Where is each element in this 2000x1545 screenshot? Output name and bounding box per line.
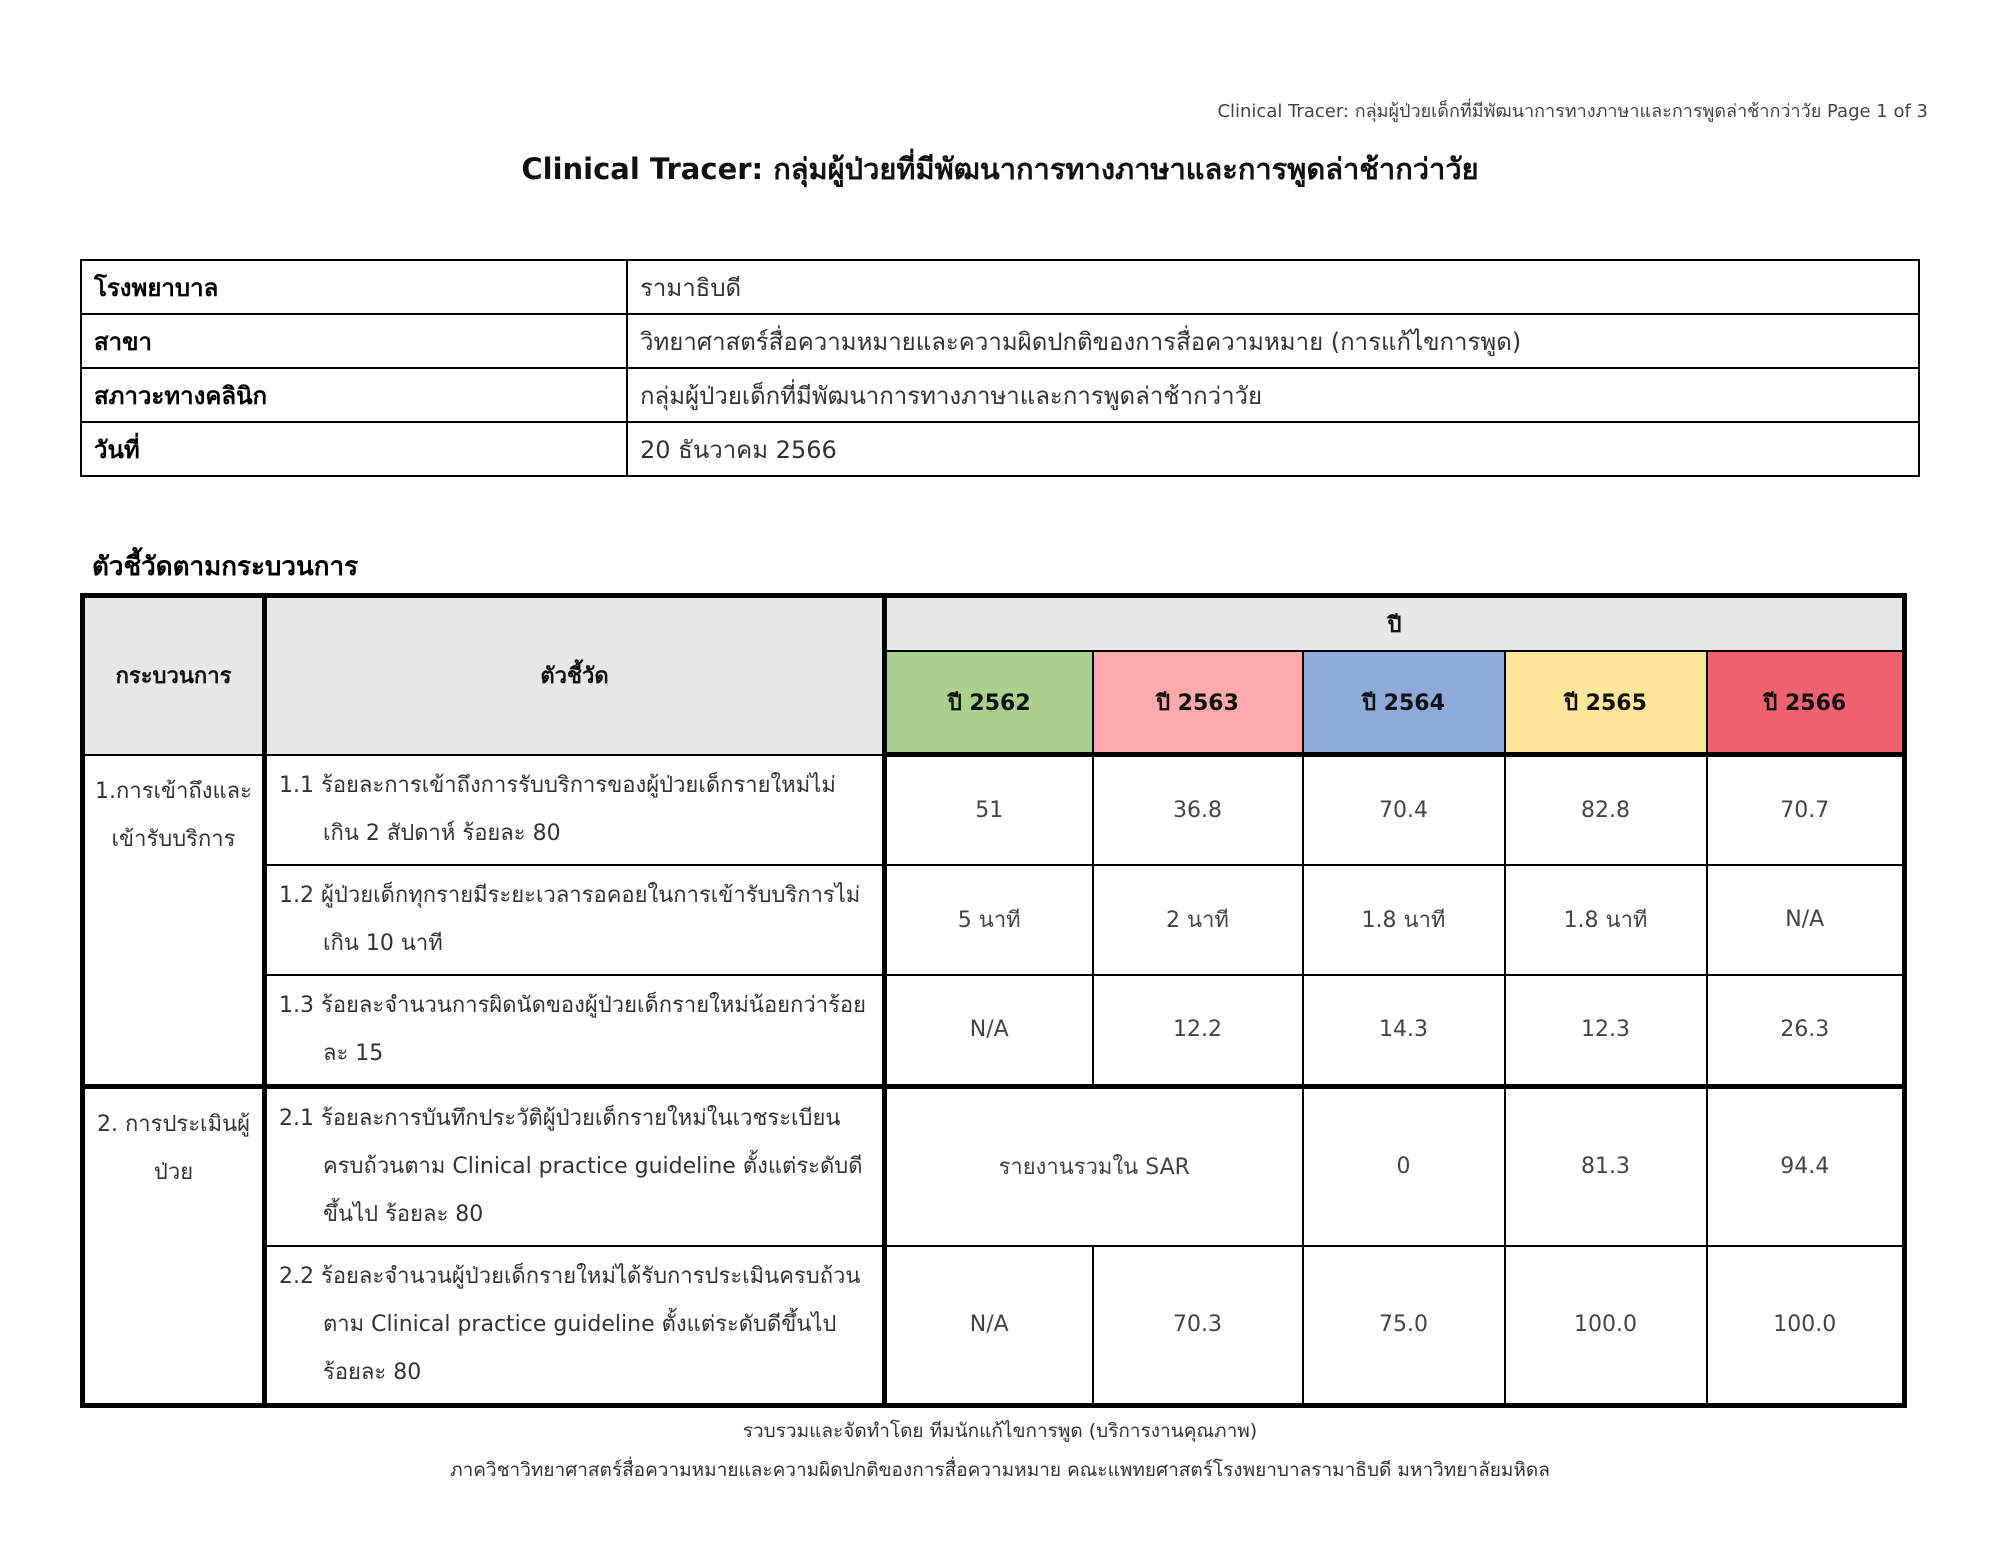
indicator-number: 2.1 — [279, 1105, 314, 1131]
value-cell: N/A — [1707, 865, 1905, 975]
info-value: 20 ธันวาคม 2566 — [627, 422, 1919, 476]
section-title: ตัวชี้วัดตามกระบวนการ — [92, 552, 359, 582]
indicator-cell — [265, 865, 885, 975]
value-cell: 100.0 — [1505, 1246, 1707, 1406]
info-label: สาขา — [81, 314, 627, 368]
table-row — [83, 1246, 1905, 1406]
indicator-text: ร้อยละจำนวนการผิดนัดของผู้ป่วยเด็กรายใหม่น้อยกว่าร้อยละ 15 — [321, 992, 867, 1066]
value-cell: 12.3 — [1505, 975, 1707, 1087]
value-cell: 0 — [1303, 1086, 1505, 1246]
table-row — [83, 865, 1905, 975]
process-cell: 2. การประเมินผู้ป่วย — [83, 1086, 265, 1405]
process-cell: 1.การเข้าถึงและเข้ารับบริการ — [83, 755, 265, 1087]
value-cell: 36.8 — [1093, 755, 1303, 865]
value-cell: 5 นาที — [885, 865, 1093, 975]
info-row-hospital — [81, 260, 1919, 314]
header-year-2565: ปี 2565 — [1505, 651, 1707, 755]
info-label: วันที่ — [81, 422, 627, 476]
info-row-clinical-condition — [81, 368, 1919, 422]
indicator-text: ร้อยละจำนวนผู้ป่วยเด็กรายใหม่ได้รับการประเมินครบถ้วนตาม Clinical practice guideline ตั้งแต่ระดับดีขึ้นไป ร้อยละ 80 — [321, 1263, 861, 1385]
value-cell: 2 นาที — [1093, 865, 1303, 975]
table-row — [83, 755, 1905, 865]
header-year-2564: ปี 2564 — [1303, 651, 1505, 755]
indicator-cell — [265, 1086, 885, 1246]
info-value: รามาธิบดี — [627, 260, 1919, 314]
indicator-number: 2.2 — [279, 1263, 314, 1289]
indicator-cell — [265, 975, 885, 1087]
header-indicator: ตัวชี้วัด — [265, 596, 885, 755]
indicator-text: ผู้ป่วยเด็กทุกรายมีระยะเวลารอคอยในการเข้ารับบริการไม่เกิน 10 นาที — [321, 882, 861, 956]
value-cell: 1.8 นาที — [1303, 865, 1505, 975]
table-row — [83, 975, 1905, 1087]
header-process: กระบวนการ — [83, 596, 265, 755]
document-title: Clinical Tracer: กลุ่มผู้ป่วยที่มีพัฒนาการทางภาษาและการพูดล่าช้ากว่าวัย — [521, 152, 1479, 186]
header-year-2562: ปี 2562 — [885, 651, 1093, 755]
value-cell: 100.0 — [1707, 1246, 1905, 1406]
value-cell: 14.3 — [1303, 975, 1505, 1087]
indicator-number: 1.3 — [279, 992, 314, 1018]
header-year-group: ปี — [885, 596, 1905, 652]
indicator-table — [80, 593, 1907, 1408]
info-label: สภาวะทางคลินิก — [81, 368, 627, 422]
value-cell: 70.3 — [1093, 1246, 1303, 1406]
value-cell: 70.4 — [1303, 755, 1505, 865]
hospital-info-table — [80, 259, 1920, 477]
info-value: กลุ่มผู้ป่วยเด็กที่มีพัฒนาการทางภาษาและการพูดล่าช้ากว่าวัย — [627, 368, 1919, 422]
indicator-text: ร้อยละการเข้าถึงการรับบริการของผู้ป่วยเด็กรายใหม่ไม่เกิน 2 สัปดาห์ ร้อยละ 80 — [321, 772, 836, 846]
running-header: Clinical Tracer: กลุ่มผู้ป่วยเด็กที่มีพัฒนาการทางภาษาและการพูดล่าช้ากว่าวัย Page 1 of 3 — [1217, 101, 1928, 122]
value-cell: 81.3 — [1505, 1086, 1707, 1246]
header-year-2563: ปี 2563 — [1093, 651, 1303, 755]
value-cell: 75.0 — [1303, 1246, 1505, 1406]
header-year-2566: ปี 2566 — [1707, 651, 1905, 755]
indicator-number: 1.1 — [279, 772, 314, 798]
footer-credit: รวบรวมและจัดทำโดย ทีมนักแก้ไขการพูด (บริการงานคุณภาพ) — [742, 1420, 1258, 1442]
value-cell: 94.4 — [1707, 1086, 1905, 1246]
footer-department: ภาควิชาวิทยาศาสตร์สื่อความหมายและความผิดปกติของการสื่อความหมาย คณะแพทยศาสตร์โรงพยาบาลรามาธิบดี มหาวิทยาลัยมหิดล — [450, 1459, 1550, 1481]
info-row-branch — [81, 314, 1919, 368]
value-cell: 82.8 — [1505, 755, 1707, 865]
value-cell: 1.8 นาที — [1505, 865, 1707, 975]
merged-value-cell: รายงานรวมใน SAR — [885, 1086, 1303, 1246]
value-cell: N/A — [885, 975, 1093, 1087]
table-row — [83, 1086, 1905, 1246]
info-value: วิทยาศาสตร์สื่อความหมายและความผิดปกติของการสื่อความหมาย (การแก้ไขการพูด) — [627, 314, 1919, 368]
indicator-cell — [265, 1246, 885, 1406]
value-cell: 26.3 — [1707, 975, 1905, 1087]
value-cell: 51 — [885, 755, 1093, 865]
value-cell: 12.2 — [1093, 975, 1303, 1087]
value-cell: 70.7 — [1707, 755, 1905, 865]
value-cell: N/A — [885, 1246, 1093, 1406]
indicator-text: ร้อยละการบันทึกประวัติผู้ป่วยเด็กรายใหม่ในเวชระเบียนครบถ้วนตาม Clinical practice guideline ตั้งแต่ระดับดีขึ้นไป ร้อยละ 80 — [321, 1105, 863, 1227]
indicator-number: 1.2 — [279, 882, 314, 908]
info-label: โรงพยาบาล — [81, 260, 627, 314]
info-row-date — [81, 422, 1919, 476]
indicator-cell — [265, 755, 885, 865]
